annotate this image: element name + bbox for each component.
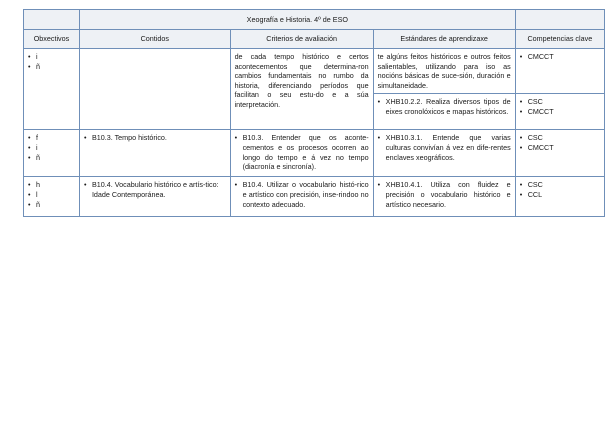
criterios-cell [230, 49, 373, 130]
title-blank-cell [24, 10, 80, 30]
header-estandares: Estándares de aprendizaxe [373, 30, 515, 49]
list-item: • XHB10.3.1. Entende que varias culturas convivían á vez en dife-rentes enclaves xeográficos. [378, 133, 511, 162]
competencias-cell [515, 49, 604, 94]
estandares-cell [373, 130, 515, 177]
list-item: • CMCCT [520, 107, 600, 117]
header-row [24, 30, 605, 49]
list-item: • i [28, 52, 75, 62]
estandares-cell [373, 49, 515, 94]
competencias-cell [515, 94, 604, 130]
list-item: • h [28, 180, 75, 190]
list-item: • CSC [520, 97, 600, 107]
list-item: • CSC [520, 180, 600, 190]
competencias-cell [515, 177, 604, 217]
list-item: • CMCCT [520, 143, 600, 153]
list-item: • XHB10.4.1. Utiliza con fluidez e precisión o vocabulario histórico e artístico necesario. [378, 180, 511, 209]
list-item: • ñ [28, 200, 75, 210]
list-item: • CMCCT [520, 52, 600, 62]
list-item: • B10.3. Tempo histórico. [84, 133, 226, 143]
header-criterios: Criterios de avaliación [230, 30, 373, 49]
estandares-text: te algúns feitos históricos e outros feitos salientables, utilizando para iso as nocións básicas de suce-sión, duración e simultaneidade. [377, 52, 511, 90]
list-item: • i [28, 143, 75, 153]
list-item: • CCL [520, 190, 600, 200]
list-item: • B10.4. Vocabulario histórico e artís-tico: Idade Contemporánea. [84, 180, 226, 199]
list-item: • B10.4. Utilizar o vocabulario histó-rico e artístico con precisión, inse-rindoo no contexto adecuado. [235, 180, 369, 209]
list-item: • ñ [28, 62, 75, 72]
competencias-cell [515, 130, 604, 177]
header-competencias: Competencias clave [515, 30, 604, 49]
obxectivos-cell [24, 130, 80, 177]
list-item: • l [28, 190, 75, 200]
list-item: • CSC [520, 133, 600, 143]
list-item: • ñ [28, 153, 75, 163]
criterios-cell [230, 177, 373, 217]
title-blank-cell [515, 10, 604, 30]
estandares-cell [373, 94, 515, 130]
table-row [24, 49, 605, 94]
obxectivos-cell [24, 177, 80, 217]
obxectivos-cell [24, 49, 80, 130]
list-item: • f [28, 133, 75, 143]
table-title-row [24, 10, 605, 30]
estandares-cell [373, 177, 515, 217]
table-row [24, 177, 605, 217]
table-row [24, 130, 605, 177]
contidos-cell [79, 49, 230, 130]
contidos-cell [79, 177, 230, 217]
criterios-text: de cada tempo histórico e certos acontecementos que determina-ron cambios fundamentais no rumbo da historia, diferenciando períodos que facilitan o seu estu-do e a súa interpretación. [234, 52, 369, 109]
list-item: • B10.3. Entender que os aconte-cementos e os procesos ocorren ao longo do tempo e á vez no tempo (diacronía e sincronía). [235, 133, 369, 171]
criterios-cell [230, 130, 373, 177]
header-obxectivos: Obxectivos [24, 30, 80, 49]
list-item: • XHB10.2.2. Realiza diversos tipos de eixes cronolóxicos e mapas históricos. [378, 97, 511, 116]
header-contidos: Contidos [79, 30, 230, 49]
curriculum-table [23, 9, 605, 217]
contidos-cell [79, 130, 230, 177]
table-title: Xeografía e Historia. 4º de ESO [79, 10, 515, 30]
